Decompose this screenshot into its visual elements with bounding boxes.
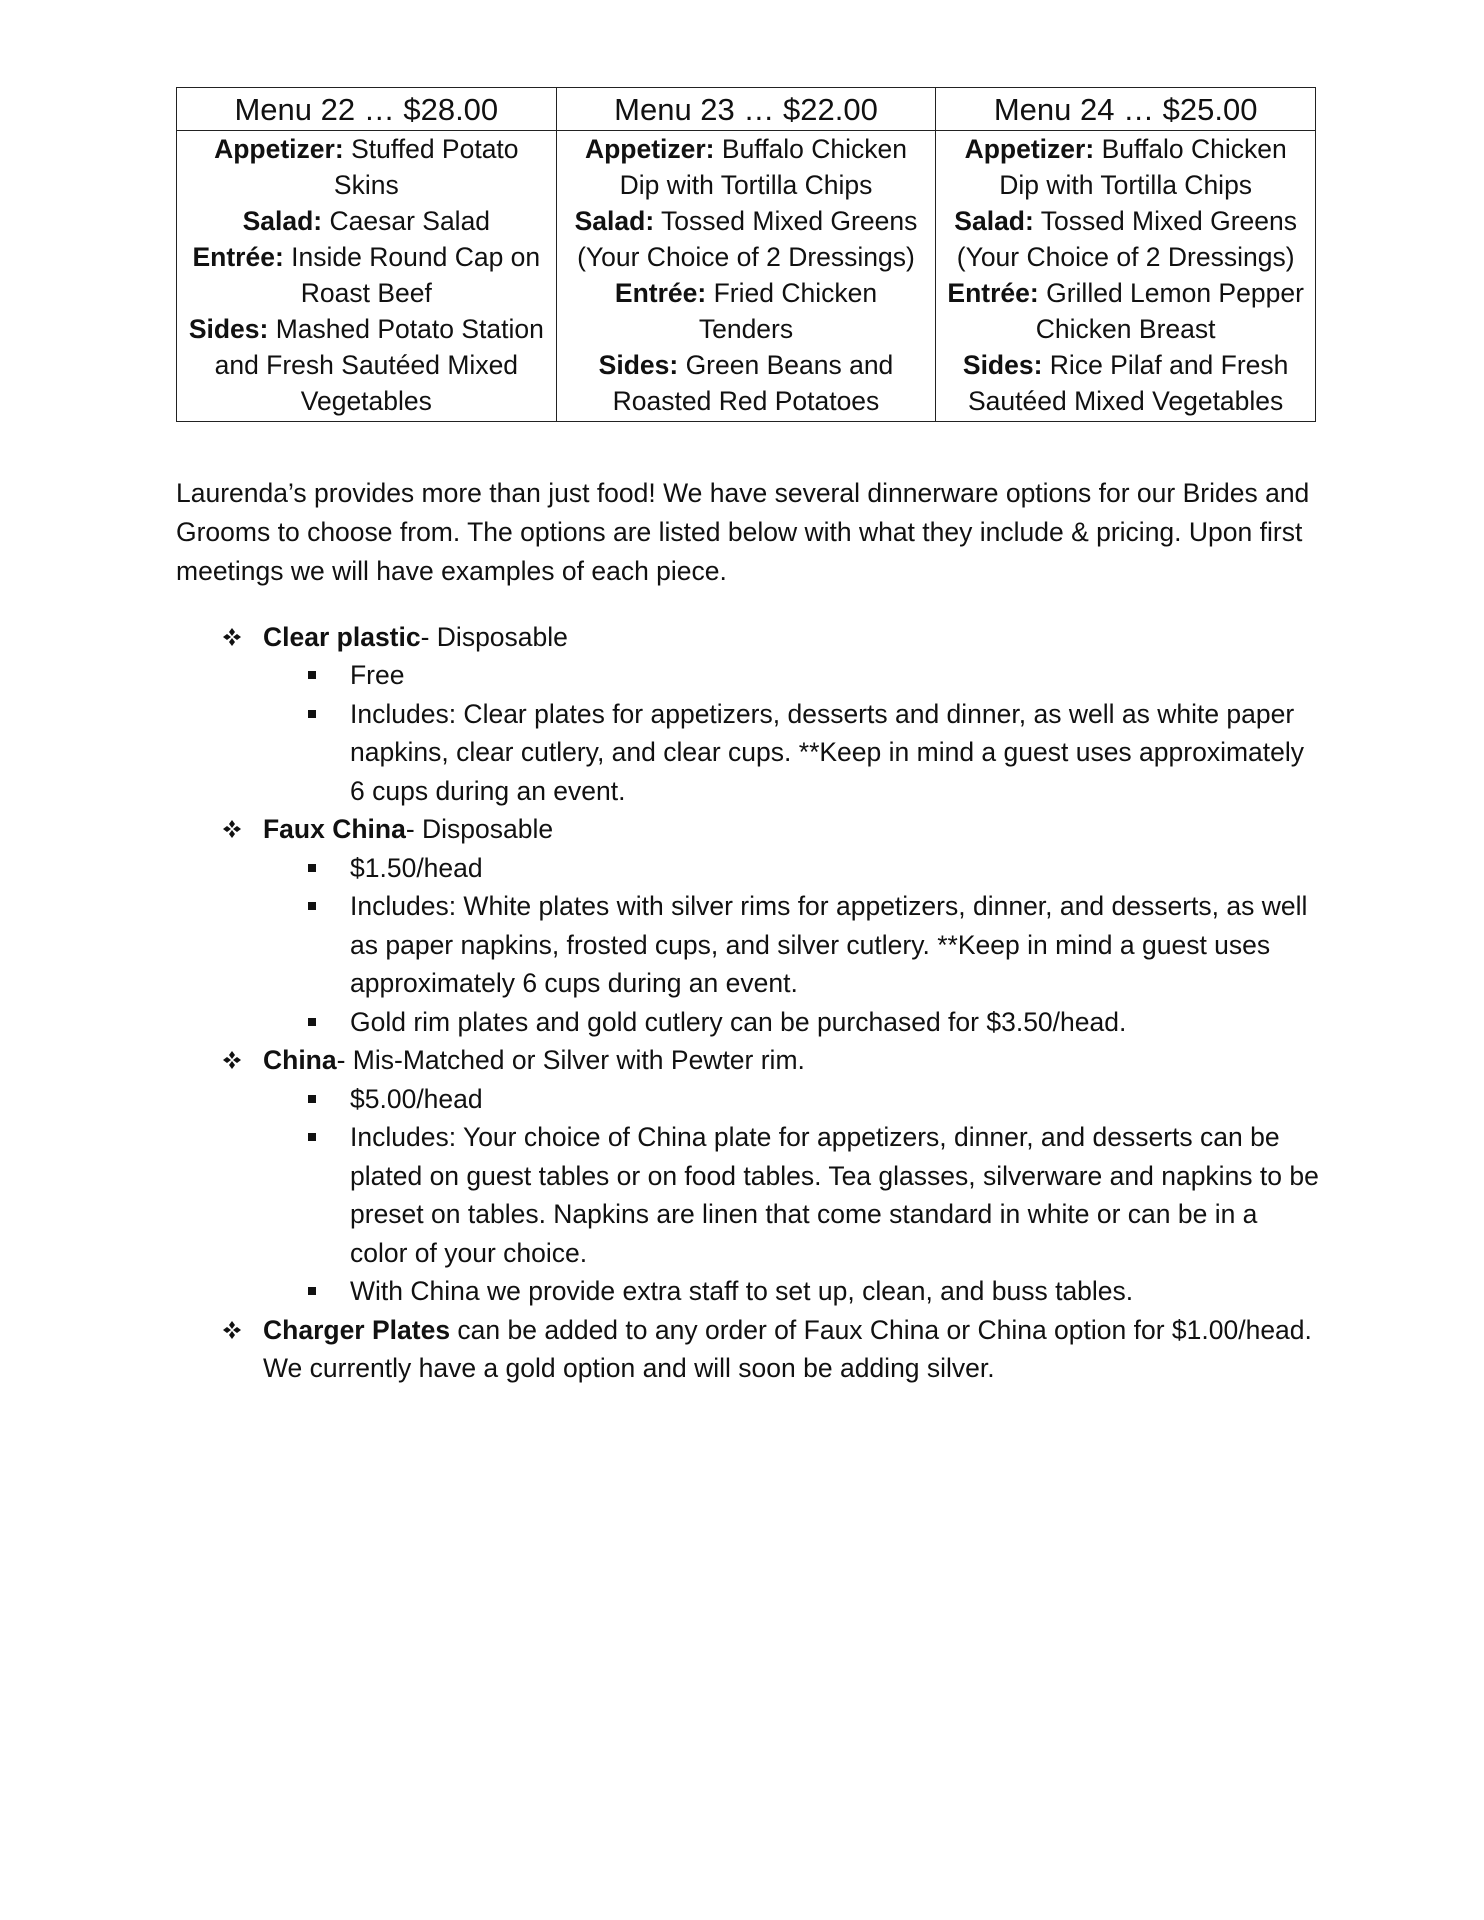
menu-body-row bbox=[177, 131, 1316, 422]
salad-label: Salad: bbox=[954, 206, 1034, 236]
entree-value: Grilled Lemon Pepper Chicken Breast bbox=[1035, 278, 1304, 344]
entree-label: Entrée: bbox=[614, 278, 707, 308]
salad-line bbox=[944, 203, 1307, 275]
menu-table bbox=[176, 87, 1316, 422]
menu-cell bbox=[556, 131, 936, 422]
option-details bbox=[263, 1080, 1319, 1311]
appetizer-line bbox=[565, 131, 928, 203]
option-item bbox=[176, 810, 1316, 1041]
option-desc: - Disposable bbox=[420, 621, 568, 652]
detail-text: $5.00/head bbox=[350, 1083, 483, 1114]
detail-item bbox=[263, 1118, 1320, 1272]
intro-paragraph: Laurenda’s provides more than just food! We have several dinnerware options for our Brides and Grooms to choose from. The options are listed below with what they include & pricing. Upon first meetings we will have examples of each piece. bbox=[176, 478, 1310, 586]
salad-line bbox=[565, 203, 928, 275]
detail-item bbox=[263, 1080, 1320, 1119]
entree-label: Entrée: bbox=[192, 242, 284, 272]
option-desc: - Disposable bbox=[405, 814, 554, 844]
appetizer-label: Appetizer: bbox=[584, 134, 715, 164]
detail-text: $1.50/head bbox=[350, 852, 483, 883]
sides-value: Rice Pilaf and Fresh Sautéed Mixed Vegetables bbox=[968, 350, 1289, 416]
sides-label: Sides: bbox=[188, 314, 269, 344]
menu-cell bbox=[936, 131, 1316, 422]
detail-item bbox=[263, 1003, 1320, 1042]
appetizer-line bbox=[944, 131, 1307, 203]
detail-text: With China we provide extra staff to set up, clean, and buss tables. bbox=[350, 1276, 1134, 1306]
salad-line bbox=[185, 203, 548, 239]
entree-label: Entrée: bbox=[947, 278, 1039, 308]
menu-cell bbox=[177, 131, 557, 422]
sides-line bbox=[185, 311, 548, 419]
menu-header-row bbox=[177, 88, 1316, 131]
detail-text: Gold rim plates and gold cutlery can be purchased for $3.50/head. bbox=[350, 1006, 1127, 1037]
detail-text: Includes: Your choice of China plate for appetizers, dinner, and desserts can be plated on guest tables or on food tables. Tea glasses, silverware and napkins to be preset on tables. Napkins are linen that come standard in white or can be in a color of your choice. bbox=[350, 1122, 1319, 1268]
diamond-bullet-icon bbox=[220, 1041, 244, 1080]
salad-value: Tossed Mixed Greens (Your Choice of 2 Dressings) bbox=[956, 206, 1297, 272]
square-bullet-icon bbox=[308, 902, 316, 910]
square-bullet-icon bbox=[308, 1133, 316, 1141]
entree-value: Inside Round Cap on Roast Beef bbox=[291, 242, 541, 308]
menu-header: Menu 23 … $22.00 bbox=[556, 88, 936, 131]
detail-item bbox=[263, 656, 1320, 695]
appetizer-label: Appetizer: bbox=[214, 134, 344, 164]
square-bullet-icon bbox=[308, 1095, 316, 1103]
option-item bbox=[176, 1311, 1316, 1388]
appetizer-label: Appetizer: bbox=[964, 134, 1095, 164]
sides-label: Sides: bbox=[598, 350, 679, 380]
option-item bbox=[176, 1041, 1319, 1311]
square-bullet-icon bbox=[308, 1018, 316, 1026]
salad-value: Tossed Mixed Greens (Your Choice of 2 Dressings) bbox=[577, 206, 918, 272]
sides-line bbox=[565, 347, 928, 419]
option-name: Clear plastic bbox=[263, 621, 421, 652]
salad-label: Salad: bbox=[574, 206, 655, 236]
salad-label: Salad: bbox=[242, 206, 323, 236]
detail-item bbox=[263, 849, 1320, 888]
square-bullet-icon bbox=[308, 710, 316, 718]
entree-line bbox=[185, 239, 548, 311]
entree-line bbox=[944, 275, 1307, 347]
document-page bbox=[176, 87, 1319, 1388]
option-name: Faux China bbox=[263, 814, 406, 844]
menu-header: Menu 24 … $25.00 bbox=[936, 88, 1316, 131]
option-desc: can be added to any order of Faux China or China option for $1.00/head. We currently have a gold option and will soon be adding silver. bbox=[263, 1314, 1312, 1383]
detail-text: Free bbox=[350, 660, 405, 690]
square-bullet-icon bbox=[308, 671, 316, 679]
appetizer-line bbox=[185, 131, 548, 203]
detail-text: Includes: Clear plates for appetizers, desserts and dinner, as well as white paper napkins, clear cutlery, and clear cups. **Keep in mind a guest uses approximately 6 cups during an event. bbox=[350, 698, 1305, 806]
sides-value: Green Beans and Roasted Red Potatoes bbox=[612, 350, 894, 416]
appetizer-value: Stuffed Potato Skins bbox=[333, 134, 519, 200]
diamond-bullet-icon bbox=[220, 810, 244, 849]
square-bullet-icon bbox=[308, 1287, 316, 1295]
diamond-bullet-icon bbox=[220, 618, 244, 657]
sides-label: Sides: bbox=[962, 350, 1043, 380]
square-bullet-icon bbox=[308, 864, 316, 872]
option-desc: - Mis-Matched or Silver with Pewter rim. bbox=[336, 1045, 805, 1075]
entree-value: Fried Chicken Tenders bbox=[698, 278, 878, 344]
dinnerware-options-list bbox=[176, 618, 1319, 1388]
option-details bbox=[263, 849, 1316, 1042]
detail-item bbox=[263, 695, 1320, 811]
salad-value: Caesar Salad bbox=[329, 206, 491, 236]
option-name: China bbox=[263, 1045, 337, 1075]
appetizer-value: Buffalo Chicken Dip with Tortilla Chips bbox=[999, 134, 1287, 200]
detail-item bbox=[263, 1272, 1320, 1311]
detail-text: Includes: White plates with silver rims for appetizers, dinner, and desserts, as well as paper napkins, frosted cups, and silver cutlery. **Keep in mind a guest uses approximately 6 cups during an event. bbox=[350, 891, 1308, 998]
appetizer-value: Buffalo Chicken Dip with Tortilla Chips bbox=[619, 134, 908, 200]
menu-header: Menu 22 … $28.00 bbox=[177, 88, 557, 131]
option-details bbox=[263, 656, 1316, 810]
sides-value: Mashed Potato Station and Fresh Sautéed Mixed Vegetables bbox=[214, 314, 544, 416]
detail-item bbox=[263, 887, 1320, 1003]
option-name: Charger Plates bbox=[263, 1314, 451, 1345]
diamond-bullet-icon bbox=[220, 1311, 244, 1350]
entree-line bbox=[565, 275, 928, 347]
sides-line bbox=[944, 347, 1307, 419]
option-item bbox=[176, 618, 1316, 811]
